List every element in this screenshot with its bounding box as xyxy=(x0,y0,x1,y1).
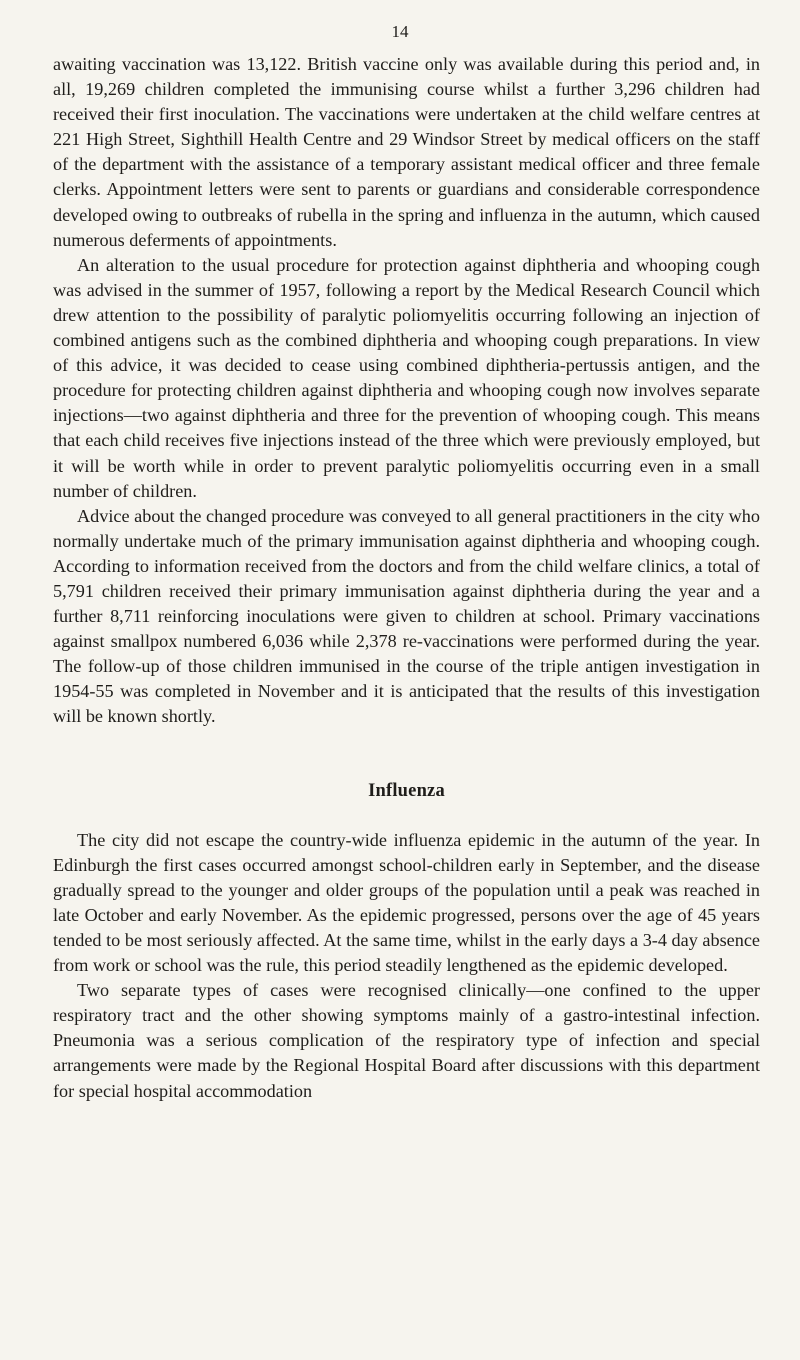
section-heading: Influenza xyxy=(368,780,445,801)
paragraph: awaiting vaccination was 13,122. British vaccine only was available during this period and, in all, 19,269 children completed the immunising course whilst a further 3,296 children had received their first inoculation. The vaccinations were undertaken at the child welfare centres at 221 High Street, Sighthill Health Centre and 29 Windsor Street by medical officers on the staff of the department with the assistance of a temporary assistant medical officer and three female clerks. Appointment letters were sent to parents or guardians and considerable correspondence developed owing to outbreaks of rubella in the spring and influenza in the autumn, which caused numerous deferments of appointments. xyxy=(53,54,760,250)
body-text xyxy=(53,52,760,1104)
paragraph: Advice about the changed procedure was conveyed to all general practitioners in the city who normally undertake much of the primary immunisation against diphtheria and whooping cough. According to information received from the doctors and from the child welfare clinics, a total of 5,791 children received their primary immunisation against diphtheria during the year and a further 8,711 reinforcing inoculations were given to children at school. Primary vaccinations against smallpox numbered 6,036 while 2,378 re-vaccinations were performed during the year. The follow-up of those children immunised in the course of the triple antigen investigation in 1954-55 was completed in November and it is anticipated that the results of this investigation will be known shortly. xyxy=(53,505,760,727)
paragraph: The city did not escape the country-wide influenza epidemic in the autumn of the year. In Edinburgh the first cases occurred amongst school-children early in September, and the disease gradually spread to the younger and older groups of the population until a peak was reached in late October and early November. As the epidemic progressed, persons over the age of 45 years tended to be most seriously affected. At the same time, whilst in the early days a 3-4 day absence from work or school was the rule, this period steadily lengthened as the epidemic developed. xyxy=(53,829,760,976)
paragraph: An alteration to the usual procedure for protection against diphtheria and whooping cough was advised in the summer of 1957, following a report by the Medical Research Council which drew attention to the possibility of paralytic poliomyelitis occurring following an injection of combined antigens such as the combined diphtheria and whooping cough preparations. In view of this advice, it was decided to cease using combined diphtheria-pertussis antigen, and the procedure for protecting children against diphtheria and whooping cough now involves separate injections—two against diphtheria and three for the prevention of whooping cough. This means that each child receives five injections instead of the three which were previously employed, but it will be worth while in order to prevent paralytic poliomyelitis occurring even in a small number of children. xyxy=(53,254,760,501)
page-number: 14 xyxy=(391,22,409,41)
paragraph: Two separate types of cases were recognised clinically—one confined to the upper respiratory tract and the other showing symptoms mainly of a gastro-intestinal infection. Pneumonia was a serious complication of the respiratory type of infection and special arrangements were made by the Regional Hospital Board after discussions with this department for special hospital accommodation xyxy=(53,980,760,1101)
